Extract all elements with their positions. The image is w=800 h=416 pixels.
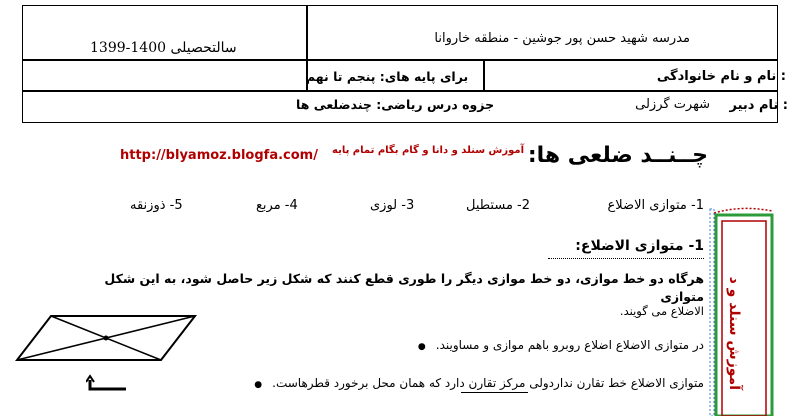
booklet-title: جزوه درس ریاضی: چندضلعی ها bbox=[296, 97, 495, 112]
definition-paragraph: هرگاه دو خط موازی، دو خط موازی دیگر را طوری قطع کنند که شکل زیر حاصل شود، به این شکل متوازی bbox=[104, 271, 704, 304]
bullet-symmetry: متوازی الاضلاع خط تقارن نداردولی مرکز تقارن دارد که همان محل برخورد قطرهاست. ● bbox=[254, 376, 704, 390]
teacher-name: شهرت گرزلی bbox=[635, 97, 710, 112]
type-item-rectangle: 2- مستطیل bbox=[466, 198, 531, 213]
section-title: 1- متوازی الاضلاع: bbox=[575, 238, 704, 254]
page-title: چــنــد ضلعی ها: bbox=[527, 143, 708, 168]
teacher-label: نام دبیر : bbox=[729, 98, 788, 113]
ad-text: آموزش سنلد و دانا و گام بگام تمام پایه bbox=[332, 145, 524, 156]
side-banner bbox=[708, 205, 776, 416]
blog-link[interactable]: http://blyamoz.blogfa.com/ bbox=[120, 148, 318, 163]
section-underline bbox=[548, 258, 704, 259]
bullet-opposite-sides: در متوازی الاضلاع اضلاع روبرو باهم موازی و مساویند. ● bbox=[418, 338, 704, 352]
type-item-parallelogram: 1- متوازی الاضلاع bbox=[607, 198, 704, 213]
header-divider bbox=[23, 59, 777, 61]
type-item-square: 4- مربع bbox=[256, 198, 298, 213]
grades-label: برای پایه های: پنجم تا نهم bbox=[306, 69, 469, 84]
school-name: مدرسه شهید حسن پور جوشین - منطقه خاروانا bbox=[434, 31, 690, 46]
side-banner-text: آموزش سنلد و د bbox=[726, 276, 742, 390]
school-year: سالتحصیلی 1400-1399 bbox=[90, 40, 237, 56]
type-item-rhombus: 3- لوزی bbox=[370, 198, 415, 213]
return-arrow-icon bbox=[86, 374, 130, 394]
definition-paragraph-end: الاضلاع می گویند. bbox=[619, 304, 704, 318]
underline-symmetry-axis bbox=[461, 392, 528, 393]
full-name-label: نام و نام خانوادگی : bbox=[656, 69, 786, 84]
parallelogram-figure bbox=[15, 312, 200, 364]
type-item-trapezoid: 5- ذوزنقه bbox=[130, 198, 183, 213]
header-vertical-divider bbox=[483, 60, 485, 91]
header-divider bbox=[23, 90, 777, 92]
